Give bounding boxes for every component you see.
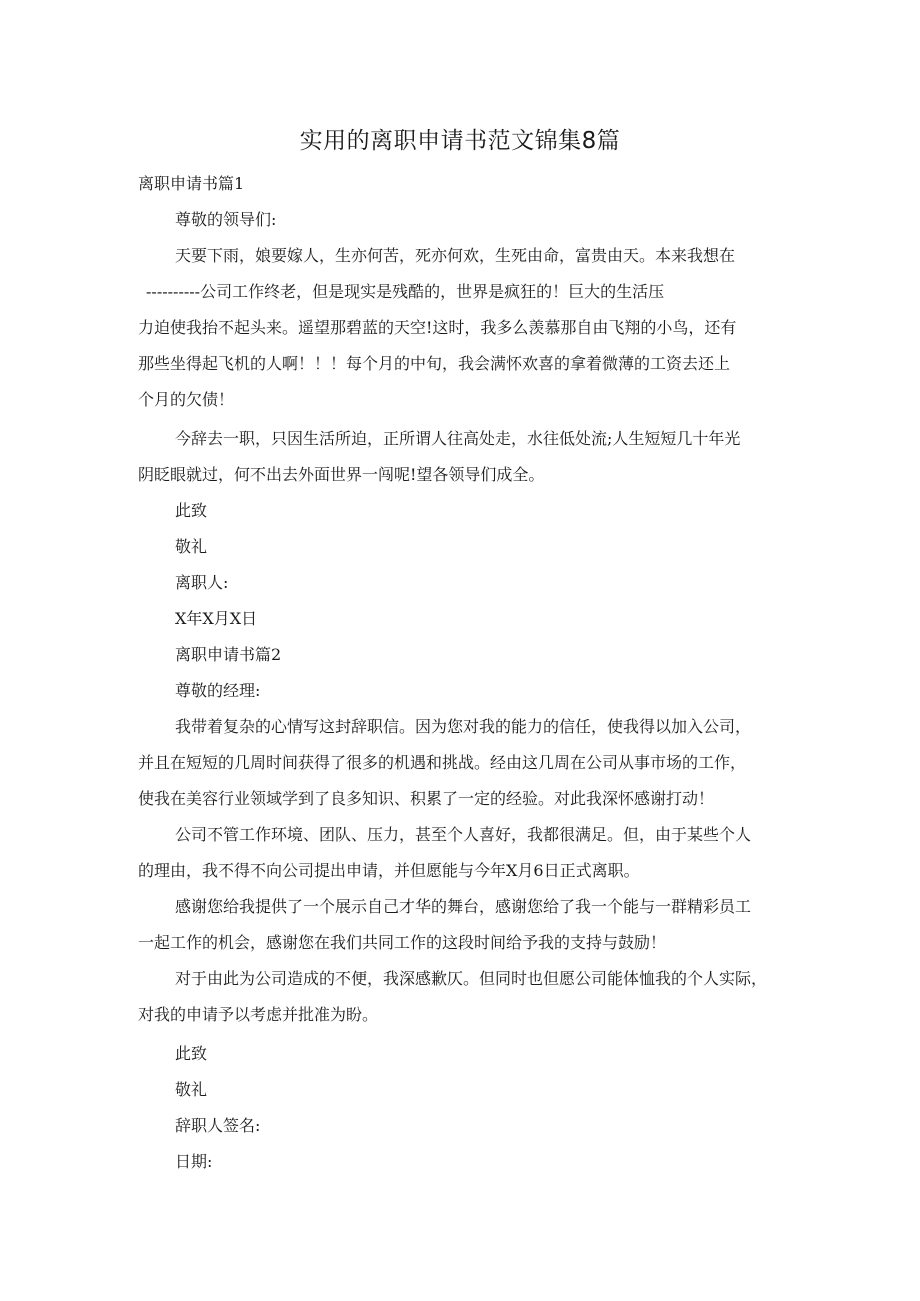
section1-paragraph2-line2: 阴眨眼就过，何不出去外面世界一闯呢!望各领导们成全。	[138, 465, 545, 484]
section2-salutation: 尊敬的经理:	[175, 681, 261, 700]
section1-paragraph1-line5: 个月的欠债！	[138, 390, 235, 409]
section1-paragraph1-line1: 天要下雨，娘要嫁人，生亦何苦，死亦何欢，生死由命，富贵由天。本来我想在	[175, 246, 736, 265]
section2-paragraph2-line2: 的理由，我不得不向公司提出申请，并但愿能与今年X月6日正式离职。	[138, 861, 640, 880]
section1-paragraph2-line1: 今辞去一职，只因生活所迫，正所谓人往高处走，水往低处流;人生短短几十年光	[175, 429, 741, 448]
section2-paragraph1-line3: 使我在美容行业领域学到了良多知识、积累了一定的经验。对此我深怀感谢打动！	[138, 789, 715, 808]
section2-closing-ci-zhi: 此致	[175, 1044, 208, 1063]
section2-paragraph3-line1: 感谢您给我提供了一个展示自己才华的舞台，感谢您给了我一个能与一群精彩员工	[175, 897, 752, 916]
section2-heading: 离职申请书篇2	[175, 645, 282, 664]
section2-signer: 辞职人签名:	[175, 1116, 261, 1135]
section1-salutation: 尊敬的领导们:	[175, 210, 277, 229]
section1-paragraph1-line4: 那些坐得起飞机的人啊！！！每个月的中旬，我会满怀欢喜的拿着微薄的工资去还上	[138, 354, 731, 373]
section1-paragraph1-line3: 力迫使我抬不起头来。遥望那碧蓝的天空!这时，我多么羡慕那自由飞翔的小鸟，还有	[138, 318, 737, 337]
section2-paragraph2-line1: 公司不管工作环境、团队、压力，甚至个人喜好，我都很满足。但，由于某些个人	[175, 825, 752, 844]
section2-paragraph3-line2: 一起工作的机会，感谢您在我们共同工作的这段时间给予我的支持与鼓励！	[138, 933, 667, 952]
section2-closing-jing-li: 敬礼	[175, 1080, 208, 1099]
section1-heading: 离职申请书篇1	[138, 174, 245, 193]
section1-closing-jing-li: 敬礼	[175, 537, 208, 556]
section1-closing-ci-zhi: 此致	[175, 501, 208, 520]
section2-date: 日期:	[175, 1152, 213, 1171]
section2-paragraph4-line2: 对我的申请予以考虑并批准为盼。	[138, 1005, 379, 1024]
page-title: 实用的离职申请书范文锦集8篇	[299, 128, 621, 154]
section1-date: X年X月X日	[175, 609, 258, 628]
section2-paragraph4-line1: 对于由此为公司造成的不便，我深感歉仄。但同时也但愿公司能体恤我的个人实际，	[175, 969, 768, 988]
section2-paragraph1-line1: 我带着复杂的心情写这封辞职信。因为您对我的能力的信任，使我得以加入公司，	[175, 717, 752, 736]
section1-signer: 离职人:	[175, 573, 229, 592]
section2-paragraph1-line2: 并且在短短的几周时间获得了很多的机遇和挑战。经由这几周在公司从事市场的工作，	[138, 753, 747, 772]
section1-paragraph1-line2: ----------公司工作终老，但是现实是残酷的，世界是疯狂的！巨大的生活压	[146, 282, 665, 301]
